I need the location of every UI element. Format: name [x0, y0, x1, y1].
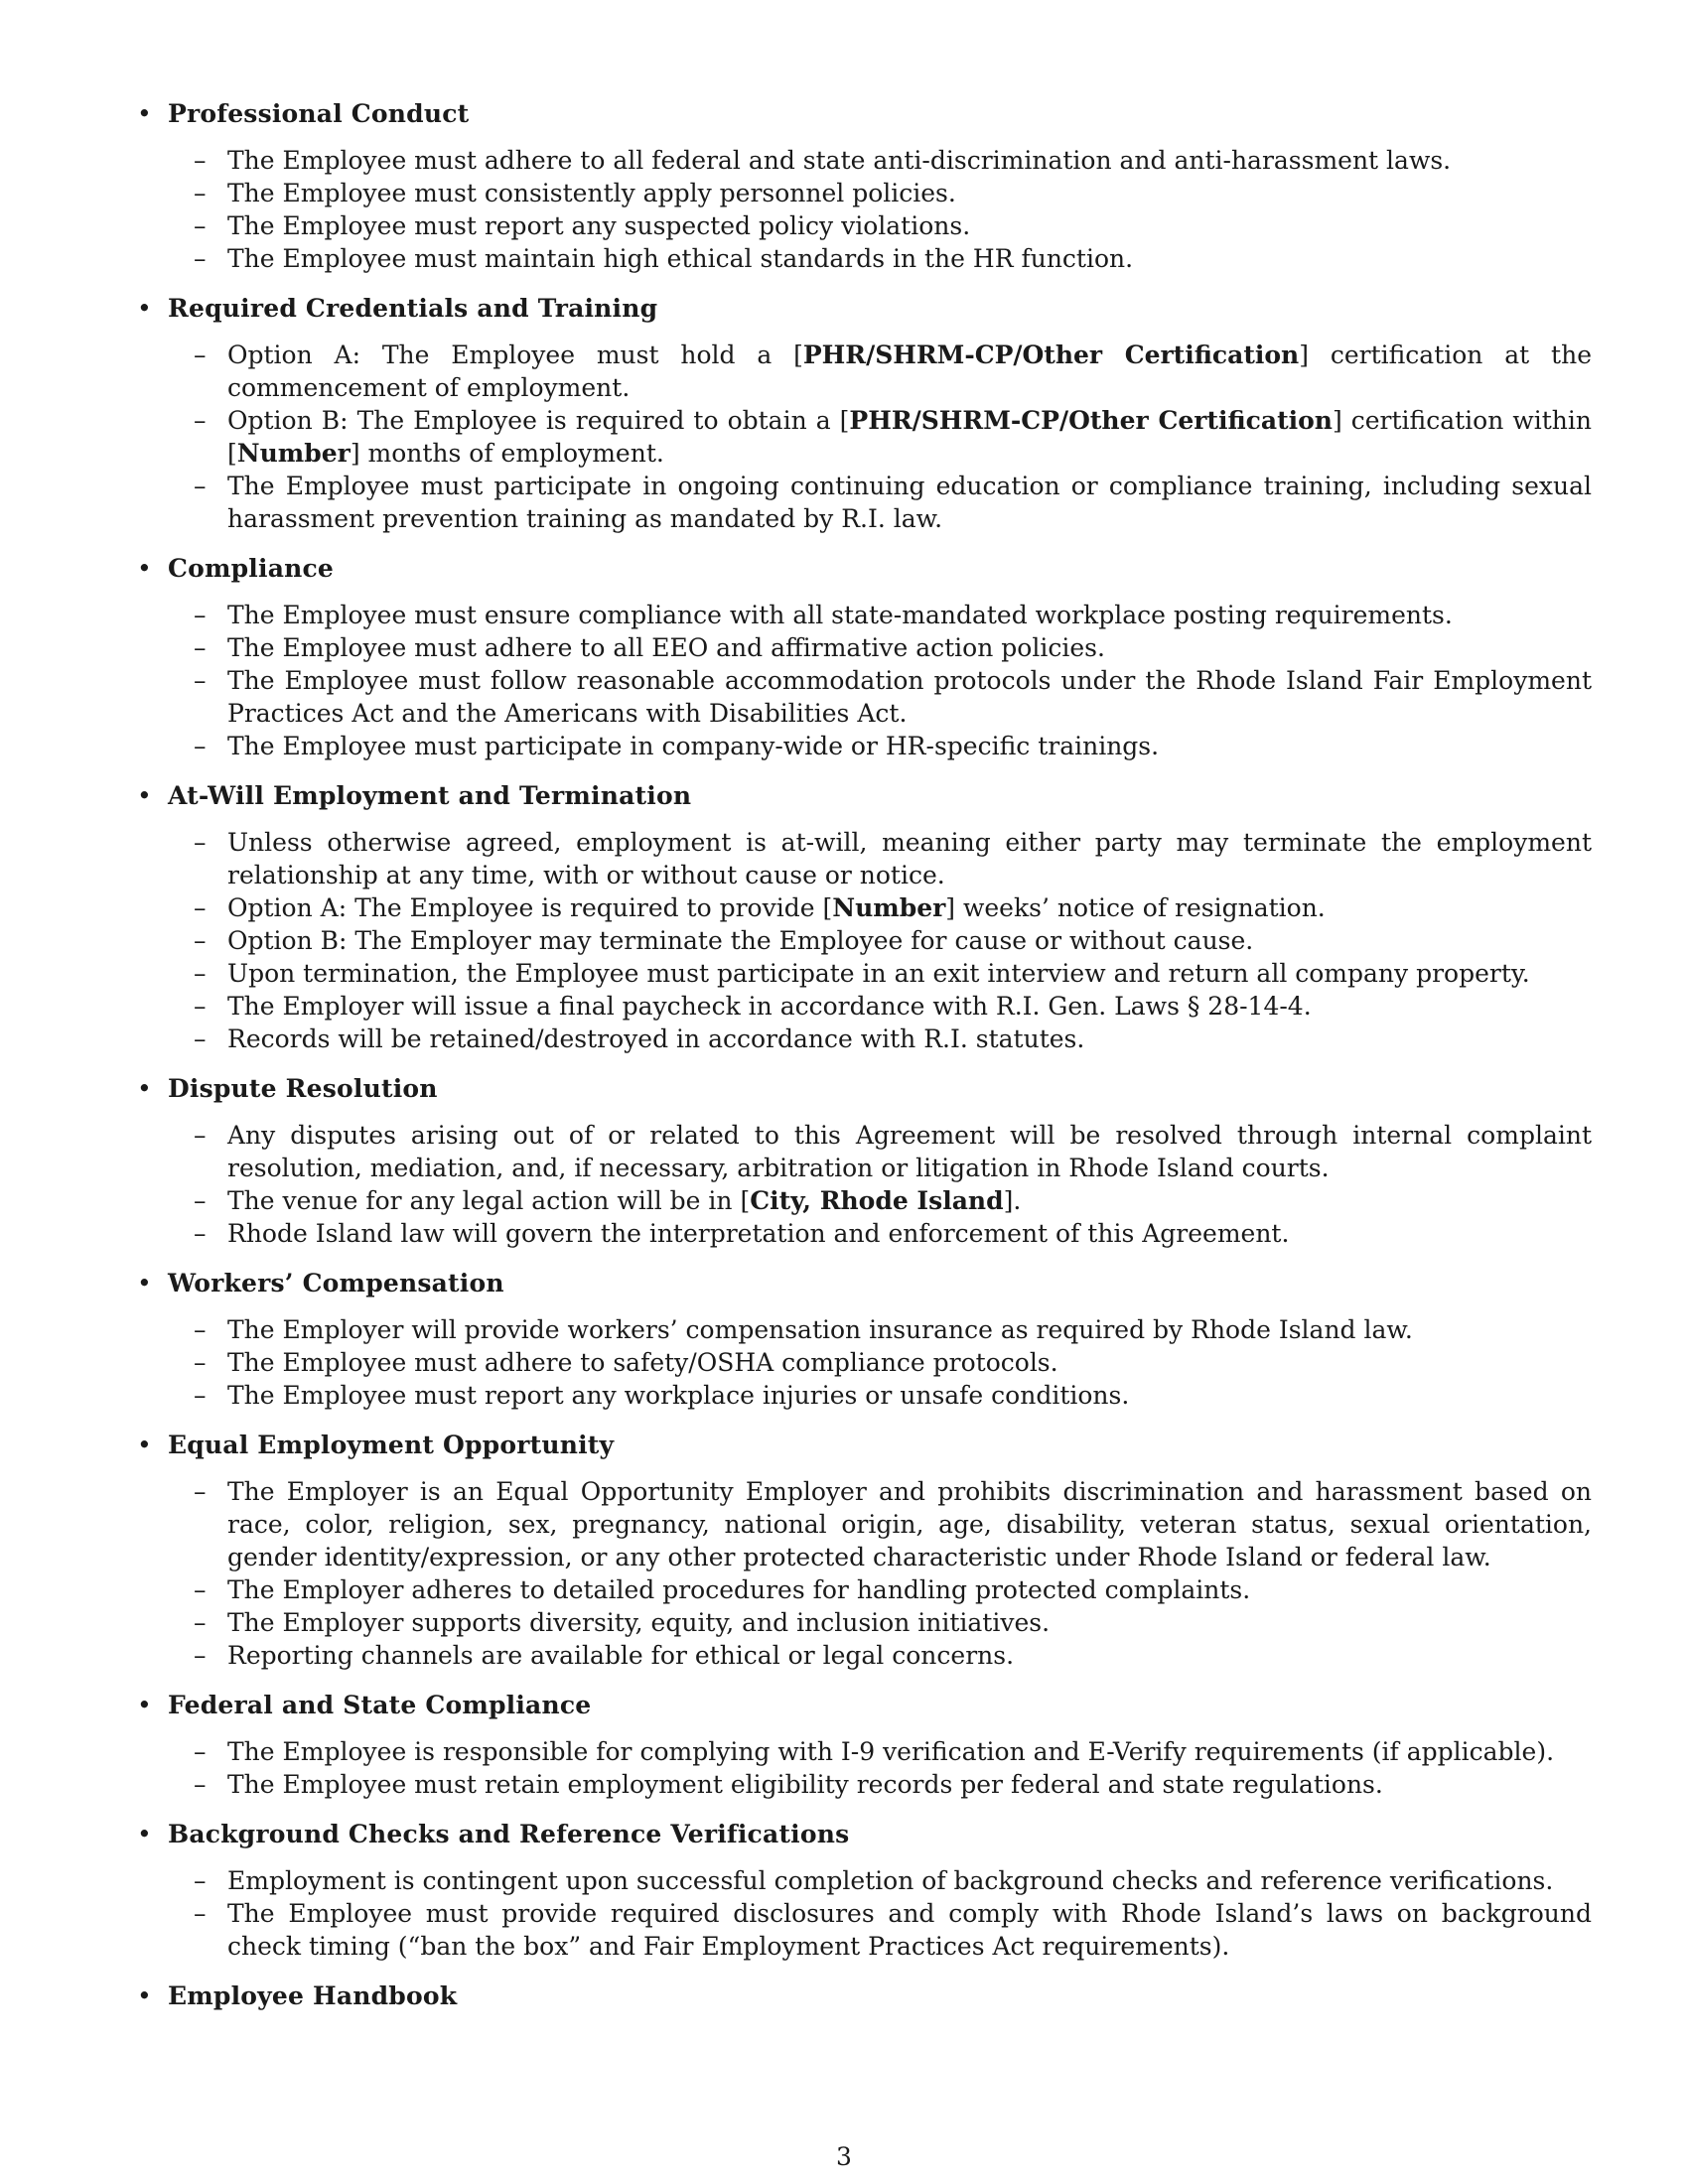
- list-item: [132, 1864, 1592, 1897]
- placeholder-text: City, Rhode Island: [750, 1186, 1004, 1215]
- item-text: ] weeks’ notice of resignation.: [945, 893, 1326, 922]
- item-text: Rhode Island law will govern the interpretation and enforcement of this Agreement.: [227, 1219, 1290, 1248]
- item-text: Records will be retained/destroyed in accordance with R.I. statutes.: [227, 1024, 1085, 1053]
- sub-item-list: [132, 1313, 1592, 1412]
- list-item: [132, 1735, 1592, 1768]
- list-item: [132, 730, 1592, 762]
- section: [132, 1818, 1592, 1963]
- dash-icon: –: [194, 472, 207, 500]
- dash-icon: –: [194, 1477, 207, 1506]
- list-item: [132, 1023, 1592, 1055]
- placeholder-text: Number: [832, 893, 946, 922]
- section: [132, 292, 1592, 535]
- dash-icon: –: [194, 1348, 207, 1377]
- list-item: [132, 1217, 1592, 1250]
- section: [132, 97, 1592, 275]
- section-heading: [132, 1979, 1592, 2012]
- list-item: [132, 990, 1592, 1023]
- list-item: [132, 664, 1592, 730]
- item-text: The Employee must provide required disclosures and comply with Rhode Island’s laws on background check timing (“ban the box” and Fair Employment Practices Act requirements).: [227, 1899, 1592, 1961]
- sub-item-list: [132, 339, 1592, 535]
- sub-item-list: [132, 1119, 1592, 1250]
- item-text: The Employee must report any suspected policy violations.: [227, 211, 971, 240]
- bullet-icon: •: [137, 1269, 152, 1297]
- item-text: Option A: The Employee is required to provide [: [227, 893, 833, 922]
- section-heading: [132, 1267, 1592, 1299]
- section-list: [132, 97, 1592, 2012]
- dash-icon: –: [194, 1899, 207, 1928]
- dash-icon: –: [194, 1737, 207, 1766]
- dash-icon: –: [194, 1608, 207, 1637]
- dash-icon: –: [194, 1866, 207, 1895]
- list-item: [132, 891, 1592, 924]
- item-text: The Employee must adhere to all EEO and affirmative action policies.: [227, 633, 1105, 662]
- dash-icon: –: [194, 959, 207, 988]
- item-text: The Employee must adhere to all federal and state anti-discrimination and anti-harassment laws.: [227, 146, 1452, 175]
- dash-icon: –: [194, 1575, 207, 1604]
- section-heading-text: Employee Handbook: [168, 1981, 458, 2010]
- section-heading: [132, 292, 1592, 325]
- dash-icon: –: [194, 633, 207, 662]
- section-heading: [132, 97, 1592, 130]
- bullet-icon: •: [137, 294, 152, 323]
- list-item: [132, 1313, 1592, 1346]
- dash-icon: –: [194, 992, 207, 1021]
- list-item: [132, 957, 1592, 990]
- list-item: [132, 826, 1592, 891]
- dash-icon: –: [194, 926, 207, 955]
- list-item: [132, 404, 1592, 470]
- section: [132, 1267, 1592, 1412]
- dash-icon: –: [194, 1641, 207, 1670]
- page-number: 3: [836, 2142, 852, 2171]
- item-text: The Employee must participate in ongoing continuing education or compliance training, including sexual harassment prevention training as mandated by R.I. law.: [227, 472, 1592, 533]
- section: [132, 552, 1592, 762]
- section-heading-text: Federal and State Compliance: [168, 1691, 592, 1719]
- list-item: [132, 1897, 1592, 1963]
- section-heading: [132, 1429, 1592, 1461]
- item-text: The Employer adheres to detailed procedures for handling protected complaints.: [227, 1575, 1251, 1604]
- bullet-icon: •: [137, 1431, 152, 1459]
- dash-icon: –: [194, 828, 207, 857]
- dash-icon: –: [194, 1186, 207, 1215]
- dash-icon: –: [194, 211, 207, 240]
- placeholder-text: PHR/SHRM-CP/Other Certification: [802, 341, 1300, 369]
- section-heading: [132, 1072, 1592, 1105]
- item-text: Option B: The Employer may terminate the Employee for cause or without cause.: [227, 926, 1254, 955]
- list-item: [132, 631, 1592, 664]
- section-heading-text: Required Credentials and Training: [168, 294, 658, 323]
- item-text: The Employee must adhere to safety/OSHA compliance protocols.: [227, 1348, 1058, 1377]
- bullet-icon: •: [137, 1074, 152, 1103]
- dash-icon: –: [194, 1381, 207, 1410]
- section-heading-text: Workers’ Compensation: [168, 1269, 504, 1297]
- dash-icon: –: [194, 893, 207, 922]
- section-heading-text: Compliance: [168, 554, 335, 583]
- list-item: [132, 1475, 1592, 1573]
- sub-item-list: [132, 144, 1592, 275]
- list-item: [132, 1639, 1592, 1672]
- section-heading-text: At-Will Employment and Termination: [168, 781, 692, 810]
- dash-icon: –: [194, 179, 207, 207]
- section: [132, 779, 1592, 1055]
- dash-icon: –: [194, 244, 207, 273]
- dash-icon: –: [194, 1770, 207, 1799]
- sub-item-list: [132, 1475, 1592, 1672]
- section-heading: [132, 1689, 1592, 1721]
- list-item: [132, 144, 1592, 177]
- list-item: [132, 599, 1592, 631]
- placeholder-text: PHR/SHRM-CP/Other Certification: [849, 406, 1333, 435]
- item-text: Reporting channels are available for ethical or legal concerns.: [227, 1641, 1015, 1670]
- dash-icon: –: [194, 601, 207, 629]
- item-text: Employment is contingent upon successful completion of background checks and reference verifications.: [227, 1866, 1554, 1895]
- list-item: [132, 209, 1592, 242]
- section-heading-text: Background Checks and Reference Verifications: [168, 1820, 850, 1848]
- list-item: [132, 1573, 1592, 1606]
- dash-icon: –: [194, 341, 207, 369]
- list-item: [132, 1379, 1592, 1412]
- list-item: [132, 242, 1592, 275]
- section-heading-text: Equal Employment Opportunity: [168, 1431, 615, 1459]
- item-text: Unless otherwise agreed, employment is at-will, meaning either party may terminate the employment relationship at any time, with or without cause or notice.: [227, 828, 1592, 889]
- item-text: ] certification at the commencement of employment.: [227, 341, 1592, 402]
- item-text: ] months of employment.: [350, 439, 664, 468]
- dash-icon: –: [194, 1219, 207, 1248]
- item-text: Option A: The Employee must hold a [: [227, 341, 803, 369]
- bullet-icon: •: [137, 1691, 152, 1719]
- list-item: [132, 1768, 1592, 1801]
- item-text: The Employee must ensure compliance with all state-mandated workplace posting requirements.: [227, 601, 1453, 629]
- bullet-icon: •: [137, 781, 152, 810]
- sub-item-list: [132, 599, 1592, 762]
- list-item: [132, 1346, 1592, 1379]
- bullet-icon: •: [137, 99, 152, 128]
- item-text: The Employer supports diversity, equity, and inclusion initiatives.: [227, 1608, 1051, 1637]
- section-heading: [132, 1818, 1592, 1850]
- document-page: [132, 97, 1592, 2029]
- dash-icon: –: [194, 1121, 207, 1150]
- bullet-icon: •: [137, 1981, 152, 2010]
- item-text: The Employee must follow reasonable accommodation protocols under the Rhode Island Fair Employment Practices Act and the Americans with Disabilities Act.: [227, 666, 1592, 728]
- dash-icon: –: [194, 732, 207, 760]
- dash-icon: –: [194, 666, 207, 695]
- item-text: The Employer will issue a final paycheck in accordance with R.I. Gen. Laws § 28-14-4.: [227, 992, 1312, 1021]
- item-text: The Employee must consistently apply personnel policies.: [227, 179, 956, 207]
- list-item: [132, 1606, 1592, 1639]
- item-text: The Employee is responsible for complying with I-9 verification and E-Verify requirements (if applicable).: [227, 1737, 1555, 1766]
- list-item: [132, 177, 1592, 209]
- sub-item-list: [132, 1735, 1592, 1801]
- item-text: The Employee must maintain high ethical standards in the HR function.: [227, 244, 1134, 273]
- item-text: The Employee must report any workplace injuries or unsafe conditions.: [227, 1381, 1130, 1410]
- item-text: The Employer will provide workers’ compensation insurance as required by Rhode Island law.: [227, 1315, 1413, 1344]
- item-text: The venue for any legal action will be in [: [227, 1186, 751, 1215]
- item-text: Option B: The Employee is required to obtain a [: [227, 406, 850, 435]
- item-text: Upon termination, the Employee must participate in an exit interview and return all company property.: [227, 959, 1530, 988]
- section: [132, 1429, 1592, 1672]
- section-heading: [132, 779, 1592, 812]
- list-item: [132, 1119, 1592, 1184]
- dash-icon: –: [194, 1024, 207, 1053]
- section: [132, 1072, 1592, 1250]
- item-text: ] certification within [: [227, 406, 1593, 468]
- placeholder-text: Number: [236, 439, 351, 468]
- item-text: Any disputes arising out of or related to this Agreement will be resolved through internal complaint resolution, mediation, and, if necessary, arbitration or litigation in Rhode Island courts.: [227, 1121, 1592, 1182]
- dash-icon: –: [194, 406, 207, 435]
- item-text: ].: [1003, 1186, 1022, 1215]
- list-item: [132, 924, 1592, 957]
- bullet-icon: •: [137, 1820, 152, 1848]
- list-item: [132, 1184, 1592, 1217]
- section-heading-text: Professional Conduct: [168, 99, 470, 128]
- item-text: The Employee must participate in company-wide or HR-specific trainings.: [227, 732, 1160, 760]
- sub-item-list: [132, 1864, 1592, 1963]
- dash-icon: –: [194, 146, 207, 175]
- bullet-icon: •: [137, 554, 152, 583]
- section-heading: [132, 552, 1592, 585]
- dash-icon: –: [194, 1315, 207, 1344]
- section-heading-text: Dispute Resolution: [168, 1074, 438, 1103]
- section: [132, 1689, 1592, 1801]
- item-text: The Employer is an Equal Opportunity Employer and prohibits discrimination and harassment based on race, color, religion, sex, pregnancy, national origin, age, disability, veteran status, sexual orientation, gender identity/expression, or any other protected characteristic under Rhode Island or federal law.: [227, 1477, 1592, 1571]
- list-item: [132, 470, 1592, 535]
- list-item: [132, 339, 1592, 404]
- sub-item-list: [132, 826, 1592, 1055]
- item-text: The Employee must retain employment eligibility records per federal and state regulations.: [227, 1770, 1383, 1799]
- section: [132, 1979, 1592, 2012]
